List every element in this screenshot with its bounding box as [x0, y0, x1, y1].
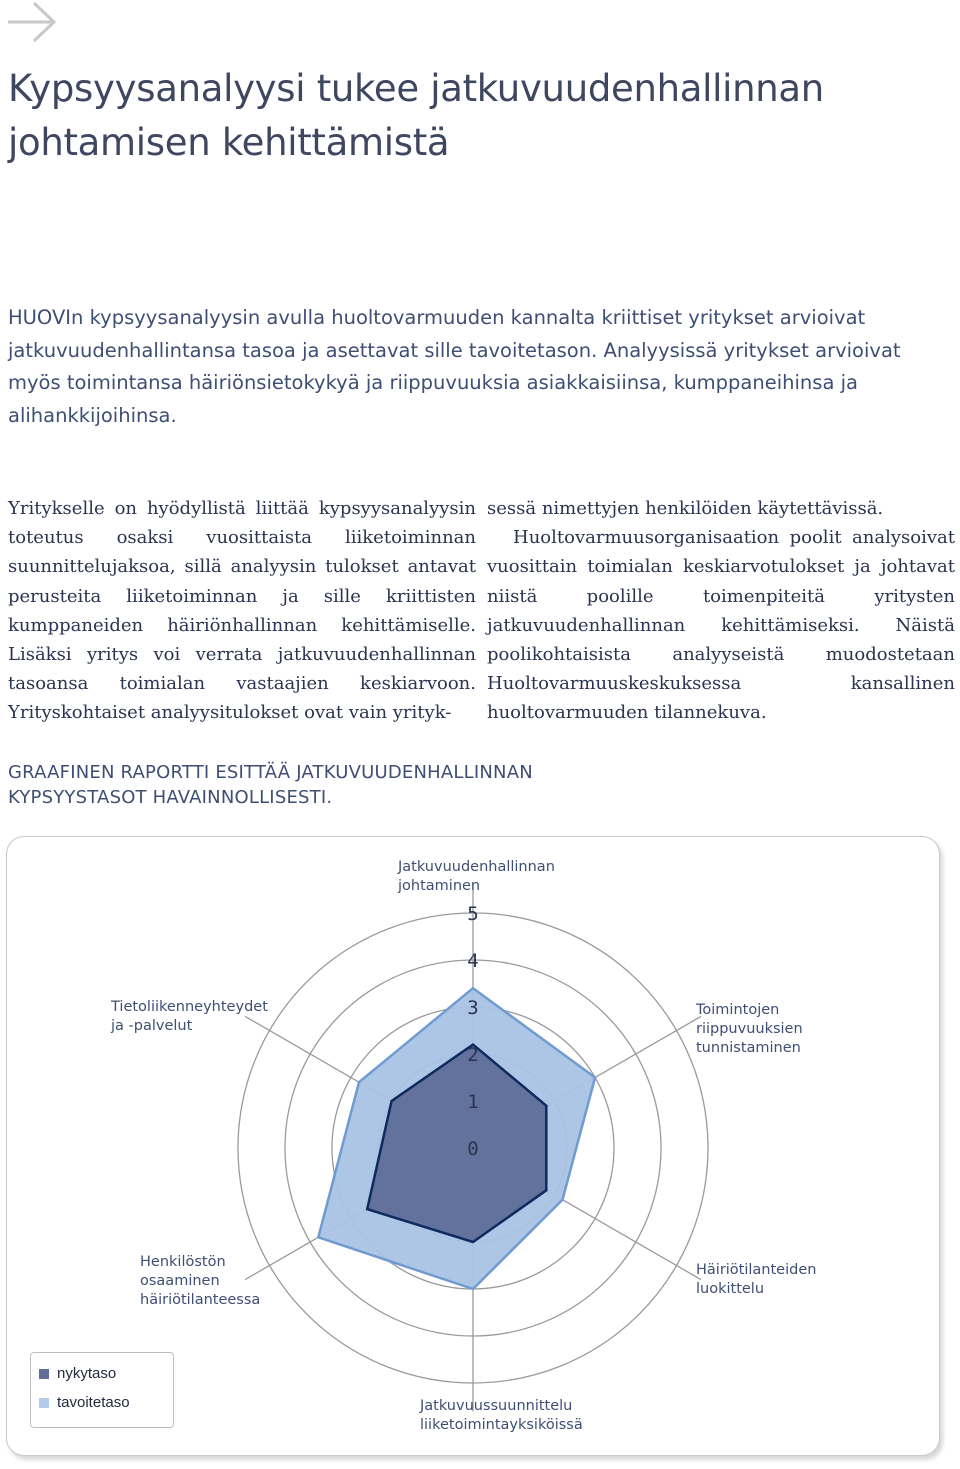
axis-label	[695, 1002, 803, 1056]
title-line-1: Kypsyysanalyysi tukee jatkuvuudenhallinnan	[8, 67, 824, 110]
scale-label-5: 5	[467, 903, 479, 925]
body-paragraph: Huoltovarmuusorganisaation poolit analysoivat vuosittain toimialan keskiarvotulokset ja johtavat niistä poolille toimenpiteitä yritysten jatkuvuudenhallinnan kehittämiseksi. Näistä poolikohtaisista analyyseistä muodostetaan Huoltovarmuuskeskuksessa kansallinen huoltovarmuuden tilannekuva.	[487, 527, 955, 724]
axis-label	[140, 1254, 260, 1308]
scale-label-2: 2	[467, 1044, 479, 1066]
axis-label-line: osaaminen	[140, 1273, 220, 1289]
axis-label	[397, 859, 555, 894]
axis-label-line: liiketoimintayksiköissä	[420, 1417, 583, 1433]
axis-label-line: Henkilöstön	[140, 1254, 226, 1270]
axis-label-line: johtaminen	[398, 878, 481, 894]
legend-swatch	[39, 1369, 49, 1379]
axis-label	[696, 1262, 816, 1297]
axis-label-line: ja -palvelut	[111, 1018, 193, 1034]
axis-label-line: Toimintojen	[696, 1002, 780, 1018]
section-heading-line-1: GRAAFINEN RAPORTTI ESITTÄÄ JATKUVUUDENHALLINNAN	[8, 762, 533, 783]
body-paragraph: sessä nimettyjen henkilöiden käytettävissä.	[487, 498, 884, 519]
section-heading-line-2: KYPSYYSTASOT HAVAINNOLLISESTI.	[8, 787, 333, 808]
body-paragraph: Yritykselle on hyödyllistä liittää kypsyysanalyysin toteutus osaksi vuosittaista liiketoiminnan suunnittelujaksoa, sillä analyysin tulokset antavat perusteita liiketoiminnan ja sille kriittisten kumppaneiden häiriönhallinnan kehittämiselle. Lisäksi yritys voi verrata jatkuvuudenhallinnan tasoansa toimialan vastaajien keskiarvoon. Yrityskohtaiset analyysitulokset ovat vain yrityk-	[8, 498, 476, 724]
axis-label-line: häiriötilanteessa	[140, 1292, 261, 1308]
axis-label-line: Jatkuvuussuunnittelu	[420, 1398, 573, 1414]
axis-label-line: Häiriötilanteiden	[696, 1262, 817, 1278]
axis-label	[110, 999, 268, 1034]
scale-label-4: 4	[467, 950, 479, 972]
scale-label-1: 1	[467, 1091, 479, 1113]
title-line-2: johtamisen kehittämistä	[8, 121, 450, 164]
axis-label	[419, 1398, 583, 1433]
axis-label-line: Jatkuvuudenhallinnan	[398, 859, 555, 875]
axis-label-line: riippuvuuksien	[696, 1021, 803, 1037]
legend-label: nykytaso	[57, 1365, 117, 1382]
axis-label-line: luokittelu	[696, 1281, 765, 1297]
chart-legend	[30, 1352, 174, 1428]
legend-swatch	[39, 1398, 49, 1408]
legend-label: tavoitetaso	[57, 1394, 130, 1411]
legend-item-nykytaso	[39, 1365, 116, 1382]
scale-label-0: 0	[467, 1138, 479, 1160]
axis-label-line: tunnistaminen	[696, 1040, 801, 1056]
scale-label-3: 3	[467, 997, 479, 1019]
lead-paragraph: HUOVIn kypsyysanalyysin avulla huoltovarmuuden kannalta kriittiset yritykset arvioivat jatkuvuudenhallintansa tasoa ja asettavat sille tavoitetason. Analyysissä yritykset arvioivat myös toimintansa häiriönsietokykyä ja riippuvuuksia asiakkaisiinsa, kumppaneihinsa ja alihankkijoihinsa.	[8, 306, 901, 427]
axis-label-line: Tietoliikenneyhteydet	[111, 999, 268, 1015]
legend-item-tavoitetaso	[39, 1394, 130, 1411]
